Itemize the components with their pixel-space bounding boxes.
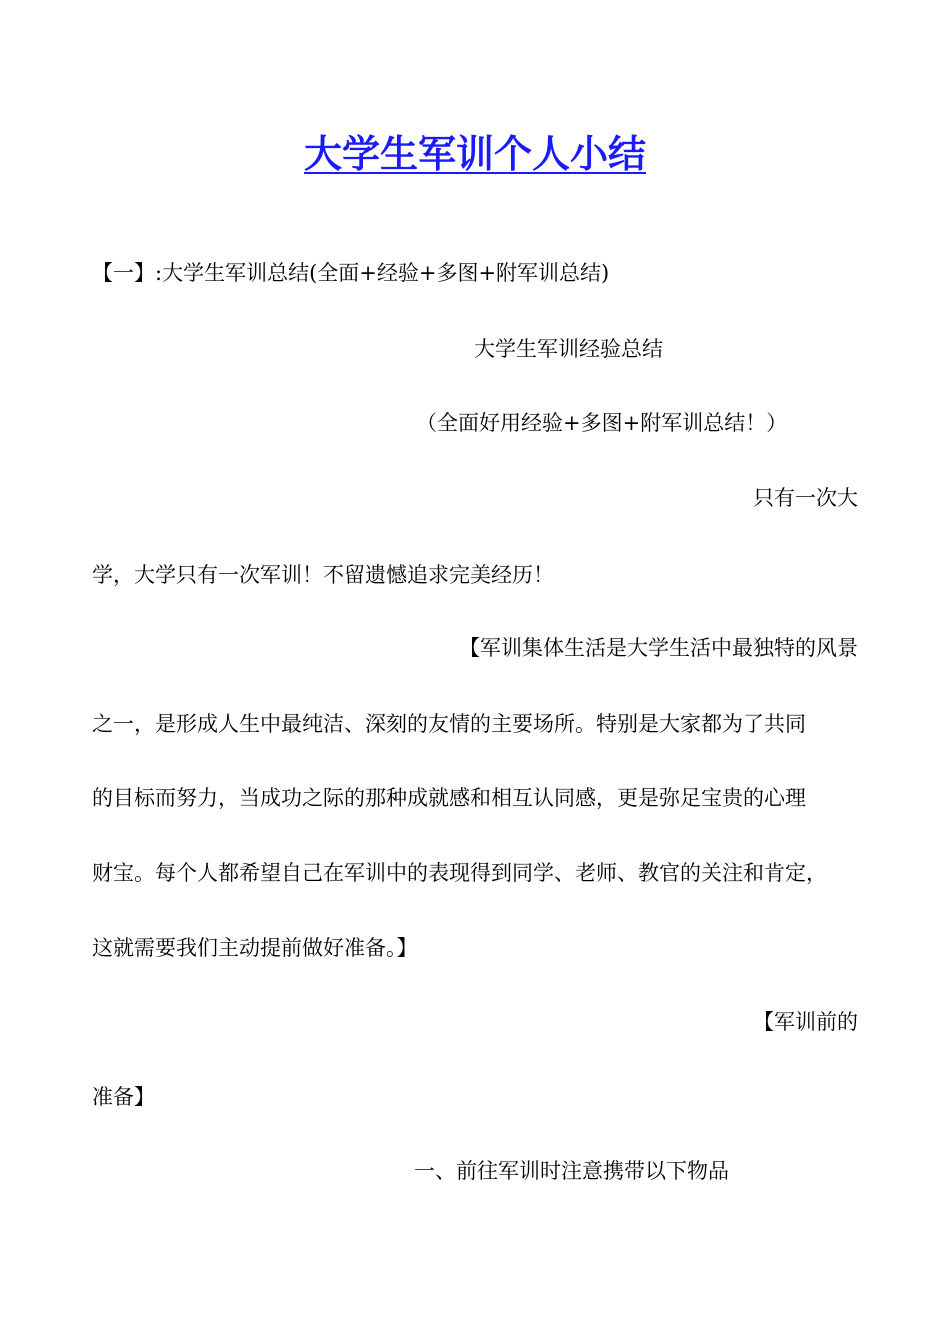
paragraph-line: 之一，是形成人生中最纯洁、深刻的友情的主要场所。特别是大家都为了共同 (92, 712, 806, 736)
paragraph-line: 的目标而努力，当成功之际的那种成就感和相互认同感，更是弥足宝贵的心理 (92, 786, 806, 810)
paragraph-line: 财宝。每个人都希望自己在军训中的表现得到同学、老师、教官的关注和肯定， (92, 861, 827, 885)
paragraph-line: 这就需要我们主动提前做好准备。】 (92, 936, 418, 960)
section-heading-one: 【一】:大学生军训总结(全面+经验+多图+附军训总结) (92, 261, 610, 285)
paragraph-line: 【军训集体生活是大学生活中最独特的风景 (459, 636, 858, 660)
subtitle-note-line: （全面好用经验+多图+附军训总结！） (416, 411, 788, 435)
list-heading-line: 一、前往军训时注意携带以下物品 (414, 1159, 729, 1183)
subtitle-line: 大学生军训经验总结 (474, 337, 663, 361)
title-link[interactable]: 大学生军训个人小结 (303, 132, 646, 176)
paragraph-line: 学，大学只有一次军训！不留遗憾追求完美经历！ (92, 563, 554, 587)
paragraph-line: 只有一次大 (753, 486, 858, 510)
section-label-line: 准备】 (92, 1085, 155, 1109)
section-label-line: 【军训前的 (753, 1010, 858, 1034)
document-title (0, 128, 950, 180)
